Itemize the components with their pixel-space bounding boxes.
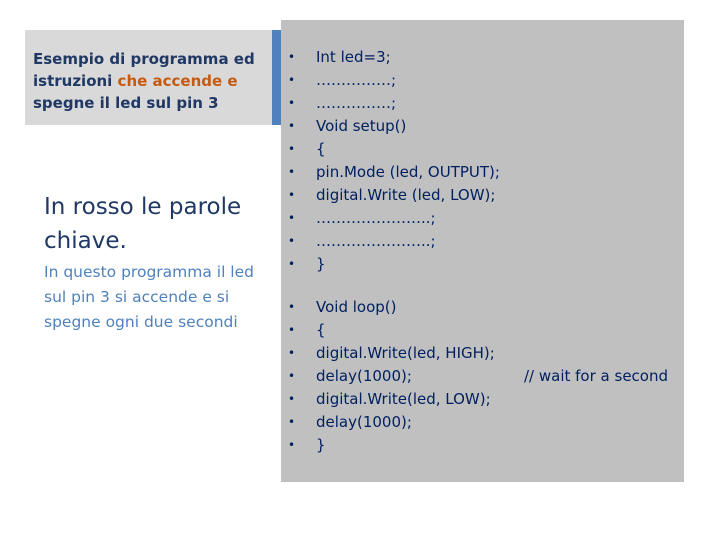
code-text: delay(1000); bbox=[316, 367, 412, 385]
code-panel bbox=[281, 20, 684, 482]
code-line bbox=[281, 434, 684, 456]
code-line bbox=[281, 115, 684, 137]
code-line bbox=[281, 230, 684, 252]
code-text: digital.Write(led, LOW); bbox=[316, 390, 491, 408]
bullet-icon: • bbox=[288, 165, 296, 179]
code-text: Int led=3; bbox=[316, 48, 391, 66]
code-line bbox=[281, 92, 684, 114]
code-line bbox=[281, 342, 684, 364]
slide-title bbox=[33, 48, 277, 114]
code-text: { bbox=[316, 140, 326, 158]
code-line bbox=[281, 388, 684, 410]
code-text: { bbox=[316, 321, 326, 339]
code-text: …………………..; bbox=[316, 209, 436, 227]
bullet-icon: • bbox=[288, 50, 296, 64]
code-line bbox=[281, 161, 684, 183]
code-text: Void loop() bbox=[316, 298, 397, 316]
program-description: In questo programma il led sul pin 3 si accende e si spegne ogni due secondi bbox=[44, 263, 254, 331]
code-text: digital.Write (led, LOW); bbox=[316, 186, 496, 204]
bullet-icon: • bbox=[288, 257, 296, 271]
code-text: } bbox=[316, 255, 326, 273]
bullet-icon: • bbox=[288, 438, 296, 452]
bullet-icon: • bbox=[288, 369, 296, 383]
bullet-icon: • bbox=[288, 211, 296, 225]
bullet-icon: • bbox=[288, 300, 296, 314]
bullet-icon: • bbox=[288, 188, 296, 202]
bullet-icon: • bbox=[288, 415, 296, 429]
code-line bbox=[281, 296, 684, 318]
code-text: …………………..; bbox=[316, 232, 436, 250]
code-line bbox=[281, 138, 684, 160]
code-text: } bbox=[316, 436, 326, 454]
code-line bbox=[281, 46, 684, 68]
bullet-icon: • bbox=[288, 346, 296, 360]
code-line bbox=[281, 365, 684, 387]
bullet-icon: • bbox=[288, 392, 296, 406]
title-part-3: spegne il led sul pin 3 bbox=[33, 94, 219, 112]
title-part-1: Esempio di programma ed istruzioni bbox=[33, 50, 255, 90]
code-text: ……………; bbox=[316, 94, 397, 112]
bullet-icon: • bbox=[288, 142, 296, 156]
bullet-icon: • bbox=[288, 73, 296, 87]
code-line bbox=[281, 253, 684, 275]
title-part-2-highlight: che accende e bbox=[117, 72, 238, 90]
bullet-icon: • bbox=[288, 96, 296, 110]
code-text: Void setup() bbox=[316, 117, 407, 135]
code-text: ……………; bbox=[316, 71, 397, 89]
code-text: digital.Write(led, HIGH); bbox=[316, 344, 495, 362]
bullet-icon: • bbox=[288, 234, 296, 248]
code-comment: // wait for a second bbox=[524, 367, 669, 385]
title-panel bbox=[25, 30, 279, 125]
code-line bbox=[281, 207, 684, 229]
code-line bbox=[281, 319, 684, 341]
code-line bbox=[281, 411, 684, 433]
bullet-icon: • bbox=[288, 323, 296, 337]
code-text: pin.Mode (led, OUTPUT); bbox=[316, 163, 500, 181]
bullet-icon: • bbox=[288, 119, 296, 133]
keywords-heading: In rosso le parole chiave. bbox=[44, 194, 242, 254]
code-text: delay(1000); bbox=[316, 413, 412, 431]
code-line bbox=[281, 184, 684, 206]
code-line bbox=[281, 69, 684, 91]
